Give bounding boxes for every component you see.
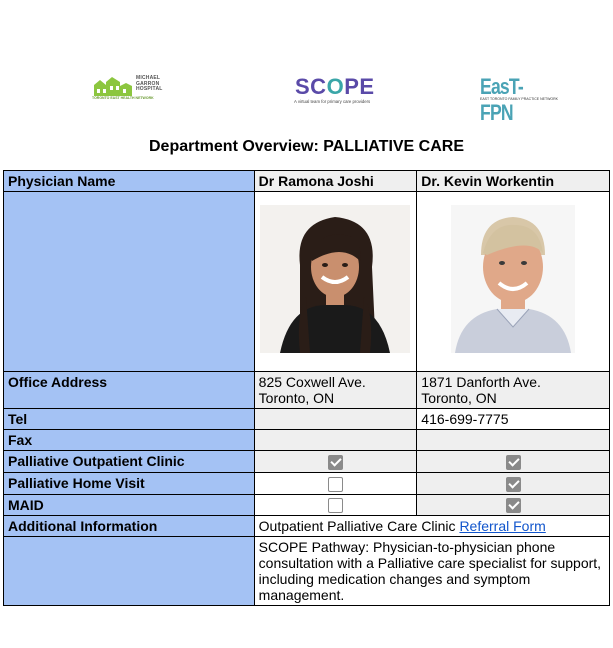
checkbox-cell (254, 494, 417, 516)
checkbox[interactable] (328, 477, 343, 492)
row-label: Palliative Outpatient Clinic (4, 451, 255, 473)
scope-wordmark: SCOPE (295, 74, 375, 99)
table-row (4, 171, 610, 192)
pathway-cell: SCOPE Pathway: Physician-to-physician phone consultation with a Palliative care specialist for support, including medication changes and symptom management. (254, 537, 609, 606)
doctor-photo (260, 205, 410, 353)
table-row (4, 430, 610, 451)
photo-cell (417, 192, 610, 372)
doctor-name: Dr. Kevin Workentin (417, 171, 610, 192)
referral-form-link[interactable]: Referral Form (459, 518, 546, 535)
east-fpn-logo (478, 72, 558, 125)
tel-cell: 416-699-7775 (417, 409, 610, 430)
checkbox-cell (417, 472, 610, 494)
table-row (4, 409, 610, 430)
mgh-logo-line: HOSPITAL (136, 86, 163, 92)
fax-cell (417, 430, 610, 451)
scope-logo (292, 72, 382, 108)
checkbox-cell (254, 451, 417, 473)
table-row (4, 372, 610, 409)
table-row (4, 451, 610, 473)
additional-info-text: Outpatient Palliative Care Clinic (258, 518, 460, 535)
table-row (4, 192, 610, 372)
address-cell (417, 372, 610, 409)
checkbox[interactable] (506, 498, 521, 513)
partner-logos (0, 72, 613, 125)
address-line: 825 Coxwell Ave. (258, 374, 366, 390)
row-label (4, 537, 255, 606)
table-row (4, 516, 610, 537)
checkbox[interactable] (328, 498, 343, 513)
east-fpn-tagline: EAST TORONTO FAMILY PRACTICE NETWORK (480, 97, 558, 101)
michael-garron-hospital-logo (92, 72, 170, 108)
table-row (4, 472, 610, 494)
row-label: Fax (4, 430, 255, 451)
doctor-photo (451, 205, 575, 353)
physician-table (3, 170, 610, 606)
row-label: Additional Information (4, 516, 255, 537)
scope-tagline: A virtual team for primary care providers (294, 99, 371, 104)
address-cell (254, 372, 417, 409)
additional-info-cell (254, 516, 609, 537)
table-row (4, 537, 610, 606)
fax-cell (254, 430, 417, 451)
row-label: MAID (4, 494, 255, 516)
photo-cell (254, 192, 417, 372)
page-title: Department Overview: PALLIATIVE CARE (148, 138, 465, 155)
checkbox[interactable] (506, 477, 521, 492)
tel-cell (254, 409, 417, 430)
row-label (4, 192, 255, 372)
mgh-network-text: TORONTO EAST HEALTH NETWORK (92, 96, 154, 100)
row-label: Tel (4, 409, 255, 430)
row-label: Palliative Home Visit (4, 472, 255, 494)
checkbox-cell (417, 494, 610, 516)
address-line: 1871 Danforth Ave. (421, 374, 541, 390)
doctor-name: Dr Ramona Joshi (254, 171, 417, 192)
row-label: Physician Name (4, 171, 255, 192)
row-label: Office Address (4, 372, 255, 409)
address-line: Toronto, ON (258, 390, 335, 406)
checkbox[interactable] (506, 455, 521, 470)
address-line: Toronto, ON (421, 390, 497, 406)
checkbox-cell (417, 451, 610, 473)
table-row (4, 494, 610, 516)
checkbox-cell (254, 472, 417, 494)
checkbox[interactable] (328, 455, 343, 470)
east-fpn-wordmark: EasT-FPN (480, 74, 523, 125)
mgh-logo-line: MICHAEL (136, 75, 161, 81)
mgh-logo-line: GARRON (136, 80, 160, 87)
